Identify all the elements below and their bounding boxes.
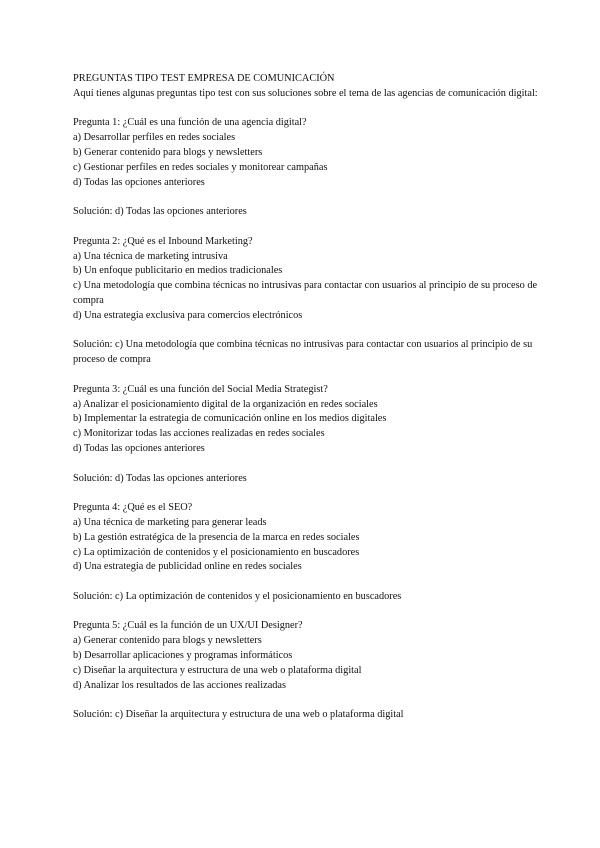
solution-text: Solución: c) La optimización de contenidos y el posicionamiento en buscadores (73, 590, 402, 602)
option-a: a) Una técnica de marketing para generar leads (73, 516, 267, 528)
option-b: b) Un enfoque publicitario en medios tradicionales (73, 265, 283, 277)
question-text: Pregunta 2: ¿Qué es el Inbound Marketing? (73, 235, 253, 247)
option-d: d) Todas las opciones anteriores (73, 442, 205, 454)
spacer (73, 693, 543, 708)
document-title: PREGUNTAS TIPO TEST EMPRESA DE COMUNICACIÓN (73, 73, 335, 84)
question-text: Pregunta 3: ¿Cuál es una función del Social Media Strategist? (73, 383, 328, 395)
option-a: a) Desarrollar perfiles en redes sociales (73, 132, 236, 144)
option-a: a) Analizar el posicionamiento digital de la organización en redes sociales (73, 398, 378, 410)
question-text: Pregunta 5: ¿Cuál es la función de un UX/UI Designer? (73, 620, 303, 632)
option-c: c) La optimización de contenidos y el posicionamiento en buscadores (73, 546, 360, 558)
spacer (73, 102, 543, 117)
option-d: d) Una estrategia de publicidad online en redes sociales (73, 561, 302, 573)
question-block-1 (73, 116, 543, 234)
spacer (73, 324, 543, 339)
option-c: c) Diseñar la arquitectura y estructura de una web o plataforma digital (73, 664, 362, 676)
document-page (73, 72, 543, 723)
spacer (73, 190, 543, 205)
solution-text: Solución: d) Todas las opciones anteriores (73, 472, 247, 484)
question-block-4 (73, 501, 543, 619)
option-b: b) La gestión estratégica de la presencia de la marca en redes sociales (73, 531, 360, 543)
question-text: Pregunta 4: ¿Qué es el SEO? (73, 502, 193, 514)
option-d: d) Analizar los resultados de las acciones realizadas (73, 679, 287, 691)
option-c: c) Una metodología que combina técnicas no intrusivas para contactar con usuarios al principio de su proceso de compra (73, 280, 538, 306)
question-block-5 (73, 619, 543, 723)
spacer (73, 605, 543, 620)
option-a: a) Una técnica de marketing intrusiva (73, 250, 228, 262)
spacer (73, 457, 543, 472)
option-d: d) Todas las opciones anteriores (73, 176, 205, 188)
option-c: c) Gestionar perfiles en redes sociales y monitorear campañas (73, 161, 328, 173)
question-block-3 (73, 383, 543, 501)
solution-text: Solución: c) Diseñar la arquitectura y estructura de una web o plataforma digital (73, 709, 404, 721)
question-text: Pregunta 1: ¿Cuál es una función de una agencia digital? (73, 117, 307, 129)
spacer (73, 486, 543, 501)
option-b: b) Generar contenido para blogs y newsletters (73, 146, 263, 158)
solution-text: Solución: d) Todas las opciones anteriores (73, 206, 247, 218)
option-a: a) Generar contenido para blogs y newsletters (73, 635, 262, 647)
document-intro: Aquí tienes algunas preguntas tipo test con sus soluciones sobre el tema de las agencias de comunicación digital: (73, 87, 538, 99)
option-c: c) Monitorizar todas las acciones realizadas en redes sociales (73, 428, 325, 440)
option-b: b) Implementar la estrategia de comunicación online en los medios digitales (73, 413, 387, 425)
spacer (73, 575, 543, 590)
solution-text: Solución: c) Una metodología que combina técnicas no intrusivas para contactar con usuarios al principio de su proceso de compra (73, 339, 533, 366)
option-d: d) Una estrategia exclusiva para comercios electrónicos (73, 309, 303, 321)
question-block-2 (73, 235, 543, 383)
spacer (73, 220, 543, 235)
spacer (73, 368, 543, 383)
option-b: b) Desarrollar aplicaciones y programas informáticos (73, 650, 293, 662)
